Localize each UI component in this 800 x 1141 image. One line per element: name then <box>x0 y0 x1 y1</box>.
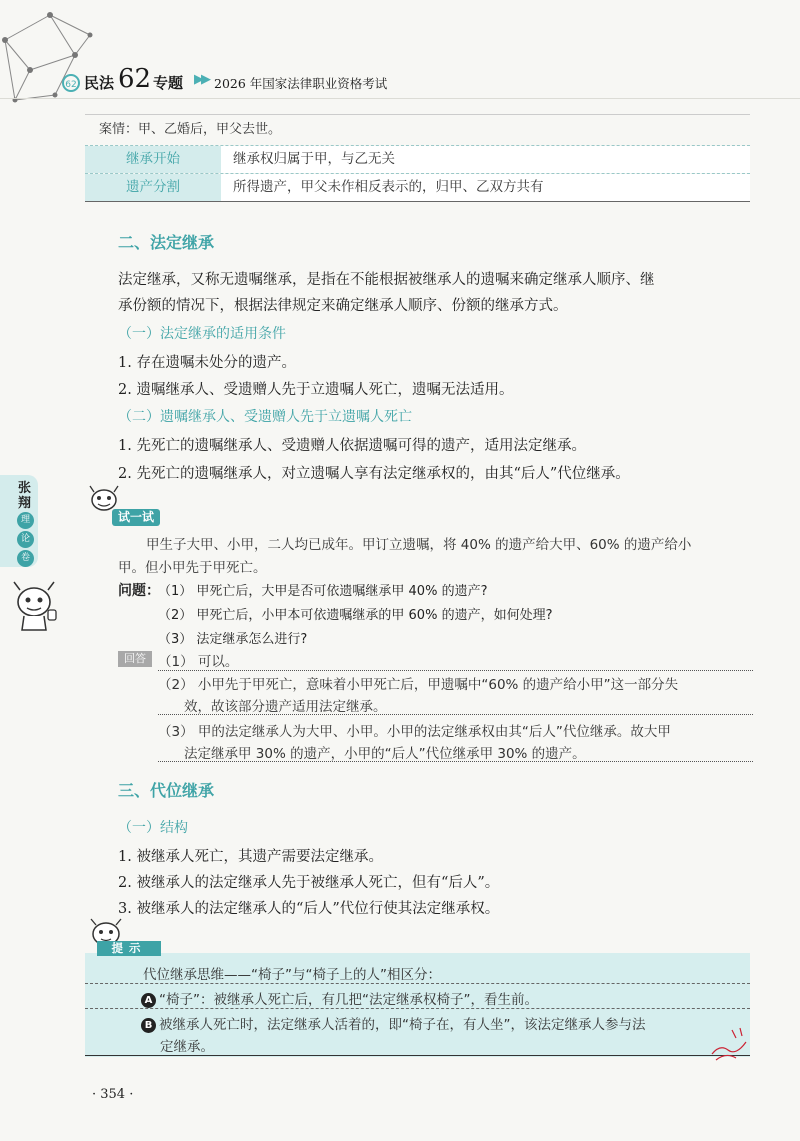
paragraph-line: 法定继承，又称无遗嘱继承，是指在不能根据被继承人的遗嘱来确定继承人顺序、继 <box>118 272 655 288</box>
tip-item-b <box>141 1013 646 1033</box>
mascot-thumbs-up-icon <box>10 580 64 636</box>
side-tab-circle: 论 <box>17 531 34 548</box>
letter-b-icon: B <box>141 1018 156 1033</box>
table-row-text: 所得遗产，甲父未作相反表示的，归甲、乙双方共有 <box>223 174 750 201</box>
tip-divider <box>85 1008 750 1009</box>
side-tab-char: 翔 <box>18 496 32 511</box>
table-row <box>85 145 750 173</box>
tip-item-text: 被继承人死亡时，法定继承人活着的，即“椅子在，有人坐”，该法定继承人参与法 <box>159 1017 646 1033</box>
case-text-line: 甲。但小甲先于甲死亡。 <box>118 560 267 576</box>
corner-doodle-icon <box>706 1020 752 1066</box>
section-heading-statutory-inheritance: 二、法定继承 <box>118 233 215 252</box>
list-item: 2. 先死亡的遗嘱继承人，对立遗嘱人享有法定继承权的，由其“后人”代位继承。 <box>118 466 630 482</box>
answer-line: （2） 小甲先于甲死亡，意味着小甲死亡后，甲遗嘱中“60% 的遗产给小甲”这一部分失 <box>158 677 679 693</box>
tip-item-a <box>141 988 538 1008</box>
answer-line: （3） 甲的法定继承人为大甲、小甲。小甲的法定继承权由其“后人”代位继承。故大甲 <box>158 724 671 740</box>
table-row-label: 遗产分割 <box>85 174 223 201</box>
tip-line: 代位继承思维——“椅子”与“椅子上的人”相区分： <box>143 967 441 983</box>
header-subject: 民法 <box>84 74 115 92</box>
network-decoration <box>0 0 120 110</box>
side-tab-author <box>18 481 34 511</box>
side-tab-char: 张 <box>18 481 32 496</box>
tip-divider <box>85 983 750 984</box>
double-arrow-icon: ▶▶ <box>194 72 208 87</box>
answer-line: （1） 可以。 <box>158 650 753 671</box>
question-item: （2） 甲死亡后，小甲本可依遗嘱继承的甲 60% 的遗产，如何处理? <box>158 608 553 623</box>
list-item: 3. 被继承人的法定继承人的“后人”代位行使其法定继承权。 <box>118 901 500 917</box>
paragraph-line: 承份额的情况下，根据法律规定来确定继承人顺序、份额的继承方式。 <box>118 298 568 314</box>
header-exam-title: 2026 年国家法律职业资格考试 <box>214 76 388 91</box>
header-topic-number: 62 <box>118 64 152 94</box>
case-text-line: 甲生子大甲、小甲，二人均已成年。甲订立遗嘱，将 40% 的遗产给大甲、60% 的遗产给小 <box>146 537 692 553</box>
header-divider <box>0 98 800 99</box>
list-item: 2. 被继承人的法定继承人先于被继承人死亡，但有“后人”。 <box>118 875 500 891</box>
tip-divider <box>85 1055 750 1056</box>
list-item: 2. 遗嘱继承人、受遗赠人先于立遗嘱人死亡，遗嘱无法适用。 <box>118 382 514 398</box>
answer-line: 效，故该部分遗产适用法定继承。 <box>158 695 753 715</box>
subsection-heading: （一）结构 <box>118 820 188 836</box>
inheritance-table <box>85 114 750 202</box>
table-case-note: 案情：甲、乙婚后，甲父去世。 <box>85 114 750 145</box>
questions-label: 问题： <box>118 583 160 599</box>
question-item: （3） 法定继承怎么进行? <box>158 632 308 647</box>
page-number: · 354 · <box>92 1087 134 1102</box>
subsection-heading: （二）遗嘱继承人、受遗赠人先于立遗嘱人死亡 <box>118 409 412 425</box>
try-it-badge: 试一试 <box>112 509 160 526</box>
subsection-heading: （一）法定继承的适用条件 <box>118 326 286 342</box>
list-item: 1. 被继承人死亡，其遗产需要法定继承。 <box>118 849 383 865</box>
chapter-badge: 62 <box>62 74 80 92</box>
table-row-text: 继承权归属于甲，与乙无关 <box>223 146 750 173</box>
list-item: 1. 存在遗嘱未处分的遗产。 <box>118 355 296 371</box>
header-topic-label: 专题 <box>153 74 184 92</box>
tip-item-text: “椅子”：被继承人死亡后，有几把“法定继承权椅子”，看生前。 <box>159 992 538 1008</box>
table-row <box>85 173 750 202</box>
tip-header: 提示 <box>97 941 161 956</box>
letter-a-icon: A <box>141 993 156 1008</box>
side-tab-circle: 卷 <box>17 550 34 567</box>
answer-line: 法定继承甲 30% 的遗产，小甲的“后人”代位继承甲 30% 的遗产。 <box>158 742 753 762</box>
section-heading-subrogation: 三、代位继承 <box>118 781 215 800</box>
list-item: 1. 先死亡的遗嘱继承人、受遗赠人依据遗嘱可得的遗产，适用法定继承。 <box>118 438 586 454</box>
side-tab-circle: 理 <box>17 512 34 529</box>
answer-badge: 回答 <box>118 651 152 667</box>
tip-item-text: 定继承。 <box>160 1039 214 1055</box>
question-item: （1） 甲死亡后，大甲是否可依遗嘱继承甲 40% 的遗产? <box>158 584 488 599</box>
table-row-label: 继承开始 <box>85 146 223 173</box>
